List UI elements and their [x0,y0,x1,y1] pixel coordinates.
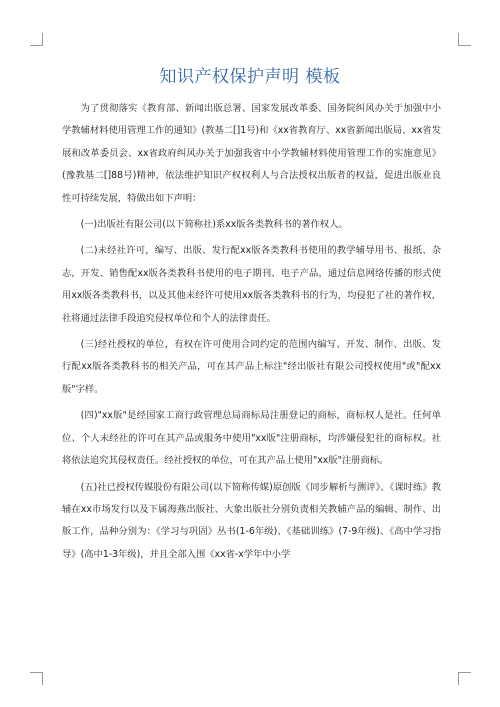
paragraph-1: (一)出版社有限公司(以下简称社)系xx版各类教科书的著作权人。 [80,219,348,231]
paragraph-2: (二)未经社许可，编写、出版、发行配xx版各类教科书使用的教学辅导用书、报纸、杂志，开发、销售配xx版各类教科书使用的电子期刊、电子产品，通过信息网络传播的形式使用xx版各类教科书，以及其他未经许可使用xx版各类教科书的行为，均侵犯了社的著作权，社将通过法律手段追究侵权单位和个人的法律责任。 [62,245,441,324]
paragraph-5: (五)社已授权传媒股份有限公司(以下简称传媒)原创版《同步解析与测评》、《课时练》教辅在xx市场发行以及下属海燕出版社、大象出版社分别负责相关教辅产品的编辑、制作、出版工作，品种分别为：《学习与巩固》丛书(1-6年级)、《基础训练》(7-9年级)、《高中学习指导》(高中1-3年级)，并且全部入围《xx省-x学年中小学 [62,481,441,560]
crop-mark-top-left [30,33,43,46]
document-title: 知识产权保护声明 模板 [159,67,341,87]
document-body [62,98,441,570]
crop-mark-top-right [458,33,471,46]
paragraph-intro: 为了贯彻落实《教育部、新闻出版总署、国家发展改革委、国务院纠风办关于加强中小学教辅材料使用管理工作的通知》(教基二[]1号)和《xx省教育厅、xx省新闻出版局、xx省发展和改革委员会、xx省政府纠风办关于加强我省中小学教辅材料使用管理工作的实施意见》(豫教基二[]88号)精神，依法维护知识产权权利人与合法授权出版者的权益，促进出版业良性可持续发展，特做出如下声明： [62,103,441,204]
paragraph-4: (四)"xx版"是经国家工商行政管理总局商标局注册登记的商标，商标权人是社。任何单位、个人未经社的许可在其产品或服务中使用"xx版"注册商标，均涉嫌侵犯社的商标权。社将依法追究其侵权责任。经社授权的单位，可在其产品上使用"xx版"注册商标。 [62,410,441,467]
crop-mark-bottom-right [458,672,471,685]
crop-mark-bottom-left [30,672,43,685]
paragraph-3: (三)经社授权的单位，有权在许可使用合同约定的范围内编写、开发、制作、出版、发行配xx版各类教科书的相关产品，可在其产品上标注"经出版社有限公司授权使用"或"配xx版"字样。 [62,339,441,395]
